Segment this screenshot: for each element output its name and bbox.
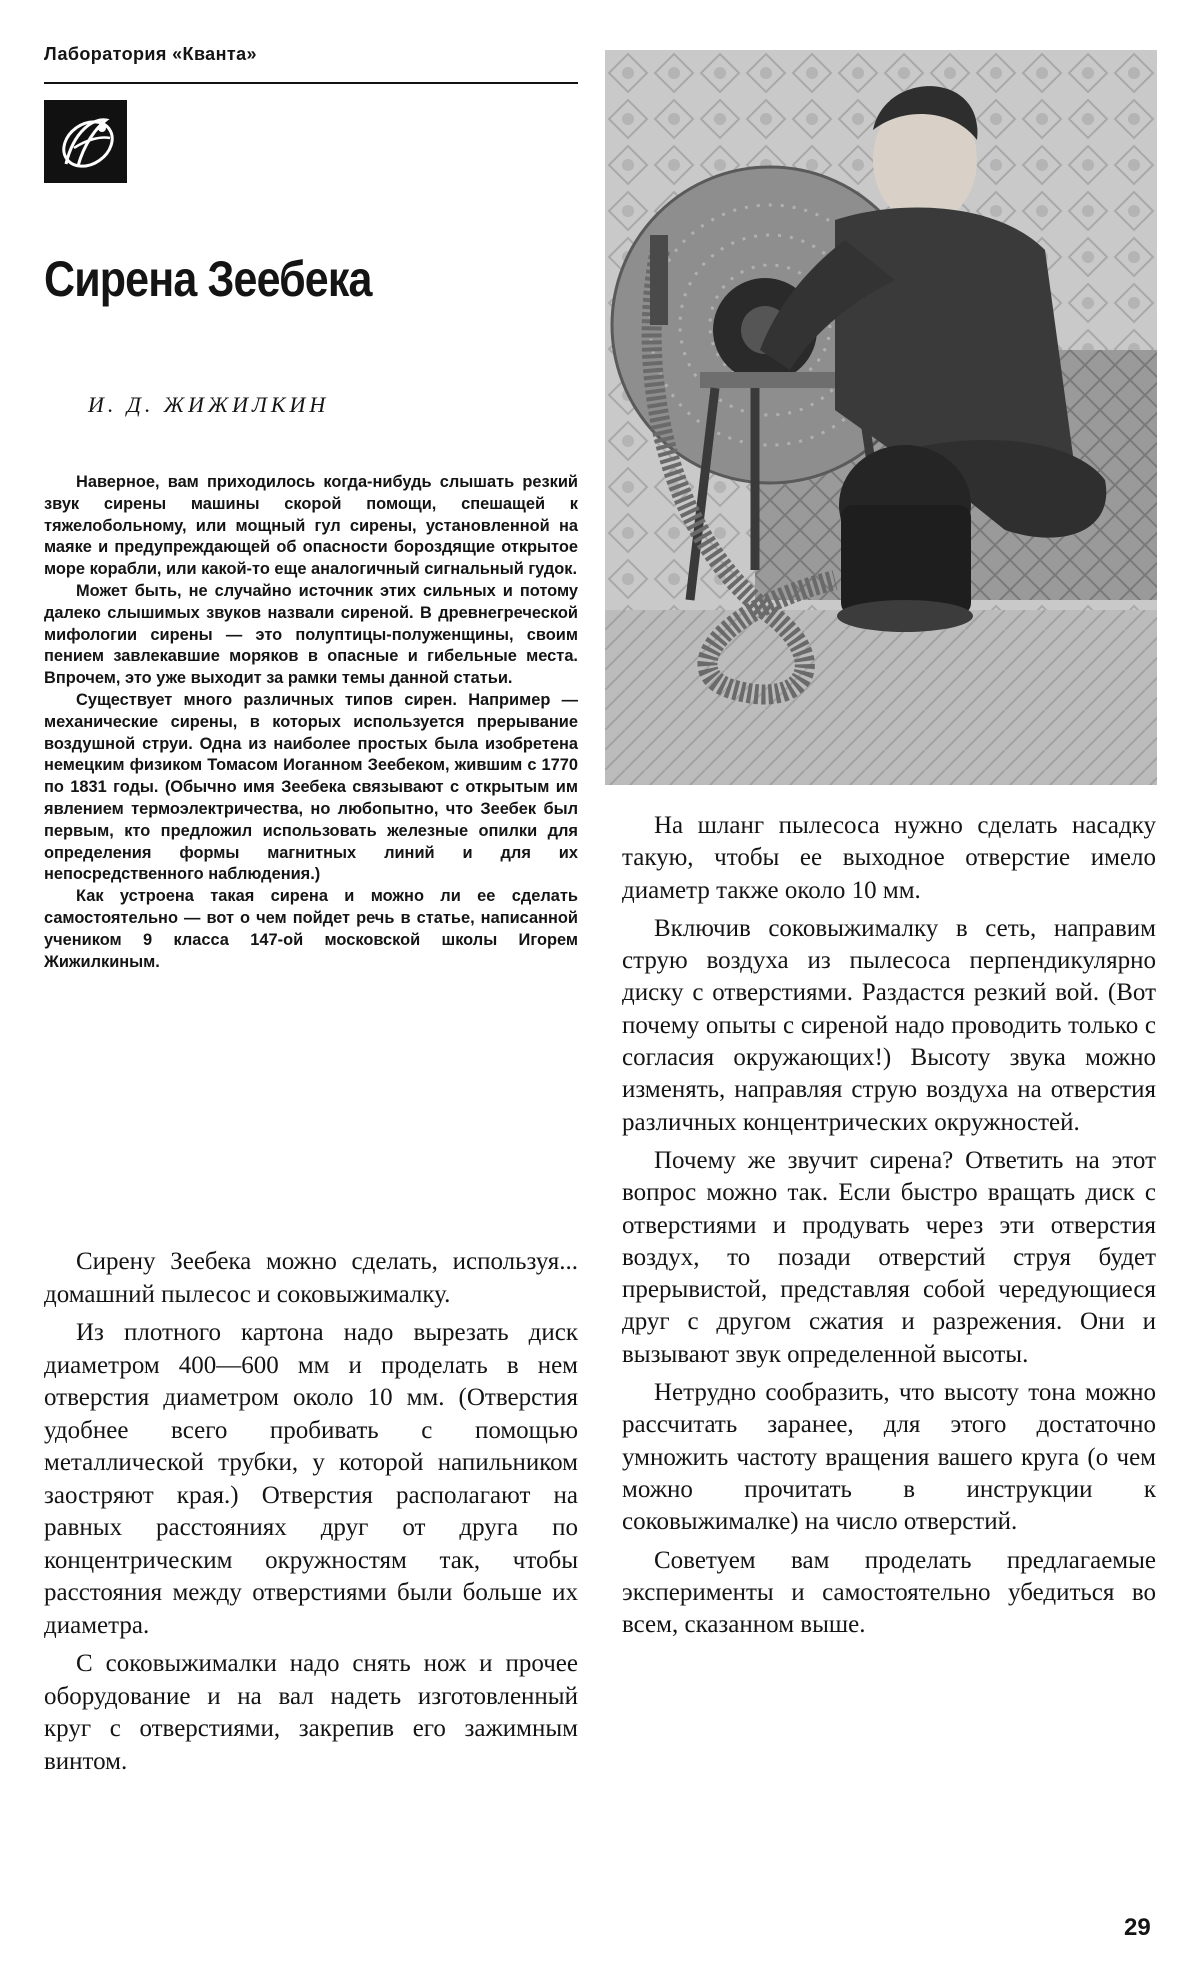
body-paragraph: Нетрудно сообразить, что высоту тона можно рассчитать заранее, для этого достаточно умножить частоту вращения вашего круга (о чем можно прочитать в инструкции к соковыжималке) на число отверстий.: [622, 1379, 1156, 1536]
body-paragraph: Почему же звучит сирена? Ответить на этот вопрос можно так. Если быстро вращать диск с отверстиями и продувать через эти отверстия воздух, то позади отверстий струя будет прерывистой, представляя собой чередующиеся друг с другом сжатия и разрежения. Они и вызывают звук определенной высоты.: [622, 1146, 1156, 1368]
header-rule: [44, 82, 578, 84]
page-number: 29: [1124, 1914, 1151, 1941]
kvant-lab-emblem-icon: [44, 100, 127, 183]
body-paragraph: Советуем вам проделать предлагаемые эксперименты и самостоятельно убедиться во всем, сказанном выше.: [622, 1546, 1156, 1639]
intro-paragraph: Может быть, не случайно источник этих сильных и потому далеко слышимых звуков назвали сиреной. В древнегреческой мифологии сирены — это полуптицы-полуженщины, своим пением завлекавшие моряков в опасные и гибельные места. Впрочем, это уже выходит за рамки темы данной статьи.: [44, 581, 578, 688]
body-paragraph: С соковыжималки надо снять нож и прочее оборудование и на вал надеть изготовленный круг с отверстиями, закрепив его зажимным винтом.: [44, 1650, 578, 1775]
body-paragraph: Из плотного картона надо вырезать диск диаметром 400—600 мм и проделать в нем отверстия диаметром около 10 мм. (Отверстия удобнее всего пробивать с помощью металлической трубки, у которой напильником заостряют края.) Отверстия располагают на равных расстояниях друг от друга по концентрическим окружностям так, чтобы расстояния между отверстиями были больше их диаметра.: [44, 1319, 578, 1639]
article-body-left-column: [44, 1246, 578, 1784]
intro-paragraph: Как устроена такая сирена и можно ли ее сделать самостоятельно — вот о чем пойдет речь в статье, написанной учеником 9 класса 147-ой московской школы Игорем Жижилкиным.: [44, 887, 578, 971]
article-author: И. Д. ЖИЖИЛКИН: [88, 392, 330, 417]
intro-paragraph: Наверное, вам приходилось когда-нибудь слышать резкий звук сирены машины скорой помощи, спешащей к тяжелобольному, или мощный гул сирены, установленной на маяке и предупреждающей об опасности бороздящие открытое море корабли, или какой-то еще аналогичный сигнальный гудок.: [44, 473, 578, 579]
body-paragraph: Сирену Зеебека можно сделать, используя... домашний пылесос и соковыжималку.: [44, 1248, 578, 1308]
article-body-right-column: [622, 810, 1156, 1647]
section-label: Лаборатория «Кванта»: [44, 44, 257, 64]
body-paragraph: На шланг пылесоса нужно сделать насадку такую, чтобы ее выходное отверстие имело диаметр также около 10 мм.: [622, 812, 1156, 904]
intro-paragraph: Существует много различных типов сирен. Например — механические сирены, в которых используется прерывание воздушной струи. Одна из наиболее простых была изобретена немецким физиком Томасом Иоганном Зеебеком, жившим с 1770 по 1831 годы. (Обычно имя Зеебека связывают с открытым им явлением термоэлектричества, но любопытно, что Зеебек был первым, кто предложил использовать железные опилки для определения формы магнитных линий и для их непосредственного наблюдения.): [44, 690, 578, 884]
article-intro: [44, 472, 578, 973]
photo-boy-with-siren-icon: [605, 50, 1157, 785]
body-paragraph: Включив соковыжималку в сеть, направим струю воздуха из пылесоса перпендикулярно диску с отверстиями. Раздастся резкий вой. (Вот почему опыты с сиреной надо проводить только с согласия окружающих!) Высоту звука можно изменять, направляя струю воздуха на отверстия различных концентрических окружностей.: [622, 914, 1156, 1136]
article-title: Сирена Зеебека: [44, 251, 372, 307]
